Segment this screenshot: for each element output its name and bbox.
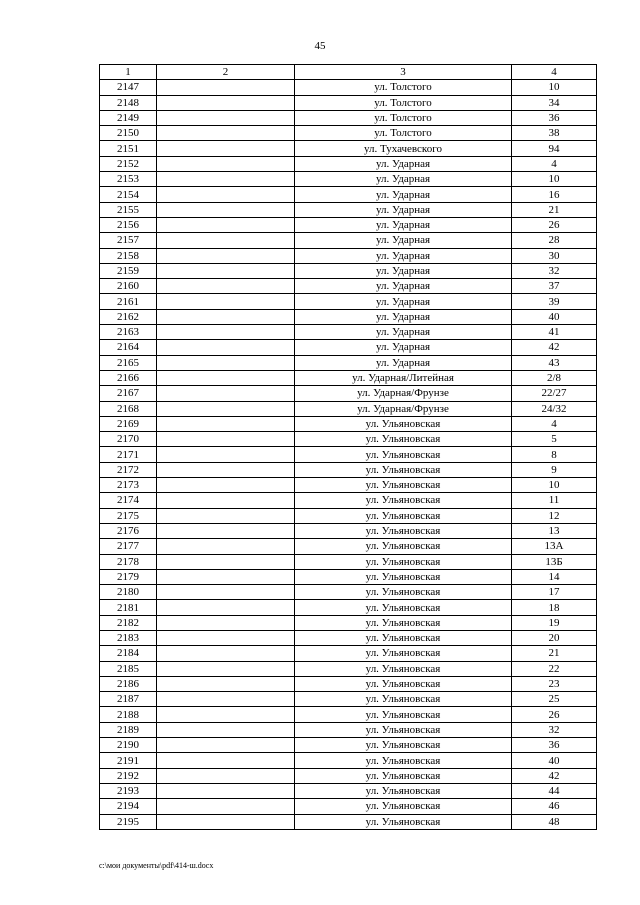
empty-cell xyxy=(157,569,295,584)
empty-cell xyxy=(157,279,295,294)
house-number-cell: 26 xyxy=(512,217,597,232)
row-number-cell: 2180 xyxy=(100,585,157,600)
empty-cell xyxy=(157,707,295,722)
row-number-cell: 2185 xyxy=(100,661,157,676)
street-cell: ул. Ударная xyxy=(295,279,512,294)
table-row xyxy=(100,707,597,722)
house-number-cell: 37 xyxy=(512,279,597,294)
table-row xyxy=(100,783,597,798)
street-cell: ул. Ударная xyxy=(295,217,512,232)
row-number-cell: 2186 xyxy=(100,676,157,691)
street-cell: ул. Ульяновская xyxy=(295,692,512,707)
address-table xyxy=(99,64,597,830)
row-number-cell: 2187 xyxy=(100,692,157,707)
street-cell: ул. Ульяновская xyxy=(295,768,512,783)
row-number-cell: 2170 xyxy=(100,432,157,447)
table-row xyxy=(100,646,597,661)
row-number-cell: 2183 xyxy=(100,630,157,645)
table-row xyxy=(100,692,597,707)
empty-cell xyxy=(157,447,295,462)
street-cell: ул. Ударная xyxy=(295,233,512,248)
street-cell: ул. Ударная/Фрунзе xyxy=(295,401,512,416)
header-cell-3: 3 xyxy=(295,65,512,80)
table-row xyxy=(100,355,597,370)
table-row xyxy=(100,110,597,125)
empty-cell xyxy=(157,478,295,493)
row-number-cell: 2164 xyxy=(100,340,157,355)
empty-cell xyxy=(157,172,295,187)
street-cell: ул. Ульяновская xyxy=(295,554,512,569)
row-number-cell: 2160 xyxy=(100,279,157,294)
street-cell: ул. Ударная xyxy=(295,248,512,263)
house-number-cell: 25 xyxy=(512,692,597,707)
row-number-cell: 2151 xyxy=(100,141,157,156)
house-number-cell: 18 xyxy=(512,600,597,615)
empty-cell xyxy=(157,386,295,401)
empty-cell xyxy=(157,768,295,783)
street-cell: ул. Ульяновская xyxy=(295,799,512,814)
row-number-cell: 2147 xyxy=(100,80,157,95)
row-number-cell: 2184 xyxy=(100,646,157,661)
table-row xyxy=(100,95,597,110)
house-number-cell: 32 xyxy=(512,263,597,278)
house-number-cell: 12 xyxy=(512,508,597,523)
table-row xyxy=(100,172,597,187)
table-row xyxy=(100,661,597,676)
table-row xyxy=(100,416,597,431)
street-cell: ул. Ульяновская xyxy=(295,753,512,768)
table-row xyxy=(100,187,597,202)
street-cell: ул. Ульяновская xyxy=(295,416,512,431)
empty-cell xyxy=(157,462,295,477)
empty-cell xyxy=(157,156,295,171)
header-cell-2: 2 xyxy=(157,65,295,80)
house-number-cell: 14 xyxy=(512,569,597,584)
table-row xyxy=(100,539,597,554)
table-row xyxy=(100,233,597,248)
table-row xyxy=(100,478,597,493)
house-number-cell: 36 xyxy=(512,738,597,753)
empty-cell xyxy=(157,187,295,202)
street-cell: ул. Толстого xyxy=(295,110,512,125)
house-number-cell: 42 xyxy=(512,340,597,355)
house-number-cell: 16 xyxy=(512,187,597,202)
empty-cell xyxy=(157,676,295,691)
table-row xyxy=(100,141,597,156)
street-cell: ул. Ударная/Фрунзе xyxy=(295,386,512,401)
empty-cell xyxy=(157,661,295,676)
table-row xyxy=(100,294,597,309)
empty-cell xyxy=(157,217,295,232)
house-number-cell: 40 xyxy=(512,753,597,768)
table-row xyxy=(100,585,597,600)
row-number-cell: 2165 xyxy=(100,355,157,370)
header-cell-1: 1 xyxy=(100,65,157,80)
empty-cell xyxy=(157,799,295,814)
row-number-cell: 2172 xyxy=(100,462,157,477)
empty-cell xyxy=(157,80,295,95)
empty-cell xyxy=(157,646,295,661)
house-number-cell: 21 xyxy=(512,202,597,217)
row-number-cell: 2152 xyxy=(100,156,157,171)
table-row xyxy=(100,799,597,814)
row-number-cell: 2158 xyxy=(100,248,157,263)
empty-cell xyxy=(157,401,295,416)
row-number-cell: 2162 xyxy=(100,309,157,324)
empty-cell xyxy=(157,722,295,737)
street-cell: ул. Ульяновская xyxy=(295,478,512,493)
street-cell: ул. Ульяновская xyxy=(295,432,512,447)
house-number-cell: 44 xyxy=(512,783,597,798)
street-cell: ул. Ульяновская xyxy=(295,523,512,538)
row-number-cell: 2150 xyxy=(100,126,157,141)
table-row xyxy=(100,814,597,829)
row-number-cell: 2174 xyxy=(100,493,157,508)
row-number-cell: 2148 xyxy=(100,95,157,110)
house-number-cell: 40 xyxy=(512,309,597,324)
row-number-cell: 2171 xyxy=(100,447,157,462)
empty-cell xyxy=(157,110,295,125)
empty-cell xyxy=(157,95,295,110)
house-number-cell: 13Б xyxy=(512,554,597,569)
row-number-cell: 2191 xyxy=(100,753,157,768)
row-number-cell: 2190 xyxy=(100,738,157,753)
table-row xyxy=(100,676,597,691)
empty-cell xyxy=(157,508,295,523)
row-number-cell: 2177 xyxy=(100,539,157,554)
house-number-cell: 42 xyxy=(512,768,597,783)
house-number-cell: 24/32 xyxy=(512,401,597,416)
table-row xyxy=(100,156,597,171)
house-number-cell: 11 xyxy=(512,493,597,508)
row-number-cell: 2156 xyxy=(100,217,157,232)
empty-cell xyxy=(157,814,295,829)
street-cell: ул. Ульяновская xyxy=(295,676,512,691)
street-cell: ул. Ульяновская xyxy=(295,707,512,722)
table-row xyxy=(100,569,597,584)
house-number-cell: 5 xyxy=(512,432,597,447)
street-cell: ул. Ударная xyxy=(295,172,512,187)
empty-cell xyxy=(157,370,295,385)
empty-cell xyxy=(157,202,295,217)
table-row xyxy=(100,263,597,278)
table-row xyxy=(100,447,597,462)
empty-cell xyxy=(157,493,295,508)
street-cell: ул. Ульяновская xyxy=(295,508,512,523)
table-row xyxy=(100,309,597,324)
row-number-cell: 2154 xyxy=(100,187,157,202)
house-number-cell: 43 xyxy=(512,355,597,370)
row-number-cell: 2167 xyxy=(100,386,157,401)
row-number-cell: 2188 xyxy=(100,707,157,722)
house-number-cell: 46 xyxy=(512,799,597,814)
house-number-cell: 22 xyxy=(512,661,597,676)
street-cell: ул. Ударная xyxy=(295,309,512,324)
footer-file-path: c:\мои документы\pdf\414-ш.docx xyxy=(99,861,214,870)
empty-cell xyxy=(157,738,295,753)
empty-cell xyxy=(157,141,295,156)
street-cell: ул. Ударная xyxy=(295,202,512,217)
house-number-cell: 36 xyxy=(512,110,597,125)
table-row xyxy=(100,279,597,294)
house-number-cell: 23 xyxy=(512,676,597,691)
street-cell: ул. Ульяновская xyxy=(295,539,512,554)
house-number-cell: 41 xyxy=(512,325,597,340)
row-number-cell: 2169 xyxy=(100,416,157,431)
empty-cell xyxy=(157,615,295,630)
street-cell: ул. Ульяновская xyxy=(295,615,512,630)
house-number-cell: 34 xyxy=(512,95,597,110)
table-row xyxy=(100,217,597,232)
house-number-cell: 20 xyxy=(512,630,597,645)
house-number-cell: 28 xyxy=(512,233,597,248)
house-number-cell: 21 xyxy=(512,646,597,661)
table-row xyxy=(100,615,597,630)
empty-cell xyxy=(157,309,295,324)
house-number-cell: 10 xyxy=(512,172,597,187)
house-number-cell: 30 xyxy=(512,248,597,263)
row-number-cell: 2159 xyxy=(100,263,157,278)
empty-cell xyxy=(157,294,295,309)
house-number-cell: 39 xyxy=(512,294,597,309)
row-number-cell: 2173 xyxy=(100,478,157,493)
empty-cell xyxy=(157,554,295,569)
street-cell: ул. Ударная xyxy=(295,355,512,370)
empty-cell xyxy=(157,126,295,141)
empty-cell xyxy=(157,692,295,707)
table-row xyxy=(100,386,597,401)
street-cell: ул. Ульяновская xyxy=(295,814,512,829)
street-cell: ул. Ульяновская xyxy=(295,493,512,508)
row-number-cell: 2182 xyxy=(100,615,157,630)
empty-cell xyxy=(157,630,295,645)
table-row xyxy=(100,753,597,768)
street-cell: ул. Тухачевского xyxy=(295,141,512,156)
row-number-cell: 2149 xyxy=(100,110,157,125)
empty-cell xyxy=(157,325,295,340)
page-number: 45 xyxy=(314,40,326,52)
house-number-cell: 94 xyxy=(512,141,597,156)
street-cell: ул. Ульяновская xyxy=(295,661,512,676)
table-row xyxy=(100,768,597,783)
table-row xyxy=(100,248,597,263)
empty-cell xyxy=(157,585,295,600)
table-row xyxy=(100,370,597,385)
street-cell: ул. Ударная/Литейная xyxy=(295,370,512,385)
table-row xyxy=(100,325,597,340)
street-cell: ул. Ударная xyxy=(295,187,512,202)
row-number-cell: 2181 xyxy=(100,600,157,615)
empty-cell xyxy=(157,340,295,355)
table-row xyxy=(100,202,597,217)
row-number-cell: 2193 xyxy=(100,783,157,798)
house-number-cell: 4 xyxy=(512,156,597,171)
row-number-cell: 2153 xyxy=(100,172,157,187)
empty-cell xyxy=(157,753,295,768)
street-cell: ул. Ульяновская xyxy=(295,569,512,584)
table-row xyxy=(100,600,597,615)
house-number-cell: 10 xyxy=(512,478,597,493)
house-number-cell: 22/27 xyxy=(512,386,597,401)
house-number-cell: 48 xyxy=(512,814,597,829)
row-number-cell: 2168 xyxy=(100,401,157,416)
table-row xyxy=(100,554,597,569)
empty-cell xyxy=(157,523,295,538)
empty-cell xyxy=(157,432,295,447)
house-number-cell: 26 xyxy=(512,707,597,722)
table-row xyxy=(100,523,597,538)
house-number-cell: 9 xyxy=(512,462,597,477)
street-cell: ул. Ударная xyxy=(295,325,512,340)
empty-cell xyxy=(157,416,295,431)
empty-cell xyxy=(157,233,295,248)
row-number-cell: 2192 xyxy=(100,768,157,783)
street-cell: ул. Ударная xyxy=(295,294,512,309)
table-row xyxy=(100,126,597,141)
table-body xyxy=(100,65,597,830)
house-number-cell: 13А xyxy=(512,539,597,554)
table-row xyxy=(100,401,597,416)
house-number-cell: 10 xyxy=(512,80,597,95)
row-number-cell: 2157 xyxy=(100,233,157,248)
table-row xyxy=(100,340,597,355)
table-row xyxy=(100,738,597,753)
table-header-row xyxy=(100,65,597,80)
street-cell: ул. Ударная xyxy=(295,340,512,355)
street-cell: ул. Ульяновская xyxy=(295,722,512,737)
row-number-cell: 2176 xyxy=(100,523,157,538)
row-number-cell: 2155 xyxy=(100,202,157,217)
street-cell: ул. Ульяновская xyxy=(295,447,512,462)
table-row xyxy=(100,432,597,447)
street-cell: ул. Ульяновская xyxy=(295,600,512,615)
street-cell: ул. Ульяновская xyxy=(295,462,512,477)
row-number-cell: 2194 xyxy=(100,799,157,814)
street-cell: ул. Толстого xyxy=(295,126,512,141)
street-cell: ул. Ударная xyxy=(295,156,512,171)
header-cell-4: 4 xyxy=(512,65,597,80)
street-cell: ул. Ударная xyxy=(295,263,512,278)
row-number-cell: 2195 xyxy=(100,814,157,829)
table-row xyxy=(100,462,597,477)
empty-cell xyxy=(157,263,295,278)
house-number-cell: 19 xyxy=(512,615,597,630)
empty-cell xyxy=(157,539,295,554)
row-number-cell: 2189 xyxy=(100,722,157,737)
table-row xyxy=(100,80,597,95)
house-number-cell: 2/8 xyxy=(512,370,597,385)
row-number-cell: 2179 xyxy=(100,569,157,584)
street-cell: ул. Ульяновская xyxy=(295,646,512,661)
table-row xyxy=(100,630,597,645)
row-number-cell: 2163 xyxy=(100,325,157,340)
house-number-cell: 32 xyxy=(512,722,597,737)
street-cell: ул. Ульяновская xyxy=(295,783,512,798)
street-cell: ул. Ульяновская xyxy=(295,738,512,753)
house-number-cell: 4 xyxy=(512,416,597,431)
empty-cell xyxy=(157,248,295,263)
row-number-cell: 2166 xyxy=(100,370,157,385)
empty-cell xyxy=(157,783,295,798)
house-number-cell: 13 xyxy=(512,523,597,538)
street-cell: ул. Толстого xyxy=(295,95,512,110)
row-number-cell: 2161 xyxy=(100,294,157,309)
empty-cell xyxy=(157,600,295,615)
street-cell: ул. Ульяновская xyxy=(295,630,512,645)
row-number-cell: 2175 xyxy=(100,508,157,523)
street-cell: ул. Ульяновская xyxy=(295,585,512,600)
house-number-cell: 38 xyxy=(512,126,597,141)
empty-cell xyxy=(157,355,295,370)
table-row xyxy=(100,722,597,737)
table-row xyxy=(100,508,597,523)
house-number-cell: 8 xyxy=(512,447,597,462)
table-row xyxy=(100,493,597,508)
row-number-cell: 2178 xyxy=(100,554,157,569)
street-cell: ул. Толстого xyxy=(295,80,512,95)
house-number-cell: 17 xyxy=(512,585,597,600)
